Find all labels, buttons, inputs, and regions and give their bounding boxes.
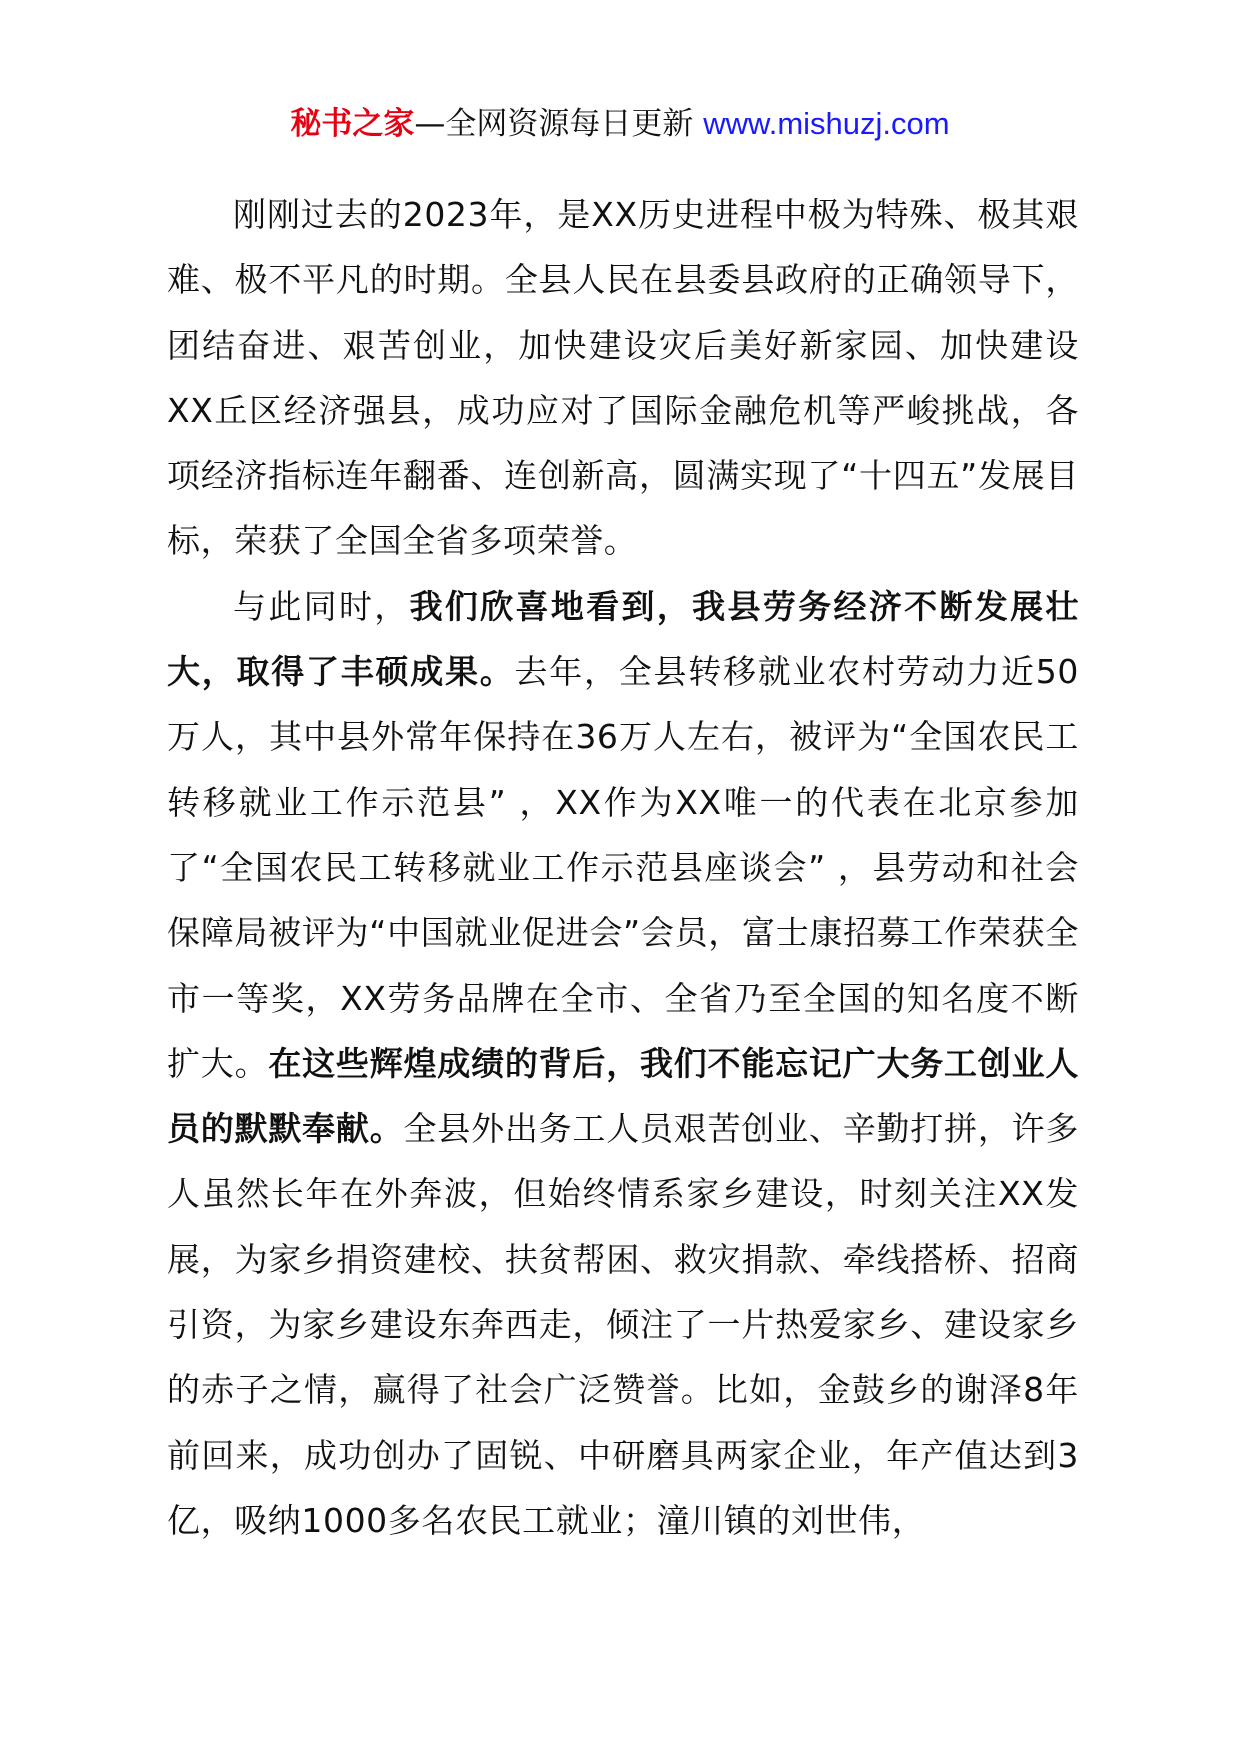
paragraph-achievements — [167, 574, 1079, 1553]
paragraph-text: 刚刚过去的2023年，是XX历史进程中极为特殊、极其艰难、极不平凡的时期。全县人民在县委县政府的正确领导下，团结奋进、艰苦创业，加快建设灾后美好新家园、加快建设XX丘区经济强县，成功应对了国际金融危机等严峻挑战，各项经济指标连年翻番、连创新高，圆满实现了“十四五”发展目标，荣获了全国全省多项荣誉。 — [167, 195, 1079, 561]
paragraph-text: 全县外出务工人员艰苦创业、辛勤打拼，许多人虽然长年在外奔波，但始终情系家乡建设，时刻关注XX发展，为家乡捐资建校、扶贫帮困、救灾捐款、牵线搭桥、招商引资，为家乡建设东奔西走，倾注了一片热爱家乡、建设家乡的赤子之情，赢得了社会广泛赞誉。比如，金鼓乡的谢泽8年前回来，成功创办了固锐、中研磨具两家企业，年产值达到3亿，吸纳1000多名农民工就业；潼川镇的刘世伟， — [167, 1109, 1080, 1540]
page-header — [0, 100, 1240, 148]
bold-highlight: 我们欣喜地看到，我县劳务经济不断发展壮大，取得了丰硕成果。 — [167, 586, 1079, 692]
paragraph-intro — [167, 182, 1079, 574]
header-brand: 秘书之家 — [290, 106, 415, 142]
bold-highlight: 在这些辉煌成绩的背后，我们不能忘记广大务工创业人员的默默奉献。 — [167, 1043, 1079, 1149]
document-body — [167, 182, 1079, 1553]
paragraph-text: 去年，全县转移就业农村劳动力近50万人，其中县外常年保持在36万人左右，被评为“全国农民工转移就业工作示范县” ，XX作为XX唯一的代表在北京参加了“全国农民工转移就业工作示范县座谈会” ，县劳动和社会保障局被评为“中国就业促进会”会员，富士康招募工作荣获全市一等奖，XX劳务品牌在全市、全省乃至全国的知名度不断扩大。 — [167, 652, 1080, 1083]
header-url-link[interactable]: www.mishuzj.com — [703, 106, 950, 141]
header-tagline: —全网资源每日更新 — [414, 106, 704, 142]
paragraph-text: 与此同时， — [233, 586, 410, 626]
